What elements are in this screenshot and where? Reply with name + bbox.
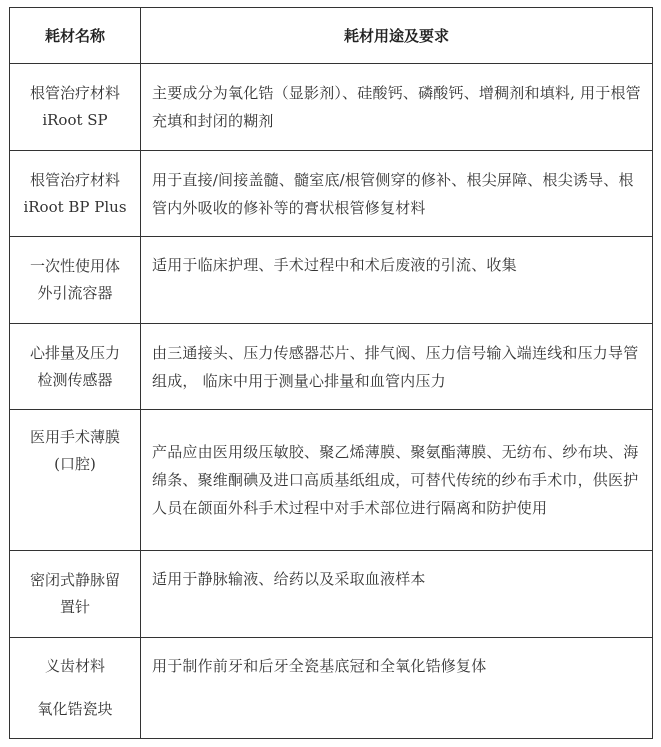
row-name-cell bbox=[10, 410, 141, 551]
table-row bbox=[10, 638, 653, 739]
row-desc-cell: 用于直接/间接盖髓、髓室底/根管侧穿的修补、根尖屏障、根尖诱导、根管内外吸收的修补等的膏状根管修复材料 bbox=[141, 151, 653, 237]
row-name-line: 一次性使用体 bbox=[29, 257, 120, 275]
row-name-cell bbox=[10, 638, 141, 739]
table-row bbox=[10, 64, 653, 151]
table-row bbox=[10, 151, 653, 237]
row-desc-cell: 由三通接头、压力传感器芯片、排气阀、压力信号输入端连线和压力导管组成， 临床中用于测量心排量和血管内压力 bbox=[141, 324, 653, 410]
row-name-line: 检测传感器 bbox=[37, 370, 113, 389]
table-header-row bbox=[10, 8, 653, 64]
row-name-cell bbox=[10, 151, 141, 237]
table-row bbox=[10, 324, 653, 410]
row-name-line: 置针 bbox=[59, 598, 90, 616]
row-name-line: 密闭式静脉留 bbox=[29, 571, 120, 589]
row-name-line: (口腔) bbox=[54, 455, 96, 473]
header-name: 耗材名称 bbox=[10, 8, 141, 64]
consumables-table-wrapper bbox=[9, 7, 652, 740]
row-name-cell bbox=[10, 237, 141, 324]
row-desc-cell: 用于制作前牙和后牙全瓷基底冠和全氧化锆修复体 bbox=[141, 638, 653, 739]
row-desc-cell: 适用于静脉输液、给药以及采取血液样本 bbox=[141, 551, 653, 638]
row-desc-cell: 主要成分为氧化锆（显影剂）、硅酸钙、磷酸钙、增稠剂和填料, 用于根管充填和封闭的糊剂 bbox=[141, 64, 653, 151]
table-row bbox=[10, 551, 653, 638]
row-name-line: 氧化锆瓷块 bbox=[37, 700, 113, 718]
row-name-line: 根管治疗材料 bbox=[29, 170, 120, 189]
row-name-line: 心排量及压力 bbox=[29, 343, 120, 362]
table-row bbox=[10, 410, 653, 551]
row-name-cell bbox=[10, 324, 141, 410]
row-desc-cell: 适用于临床护理、手术过程中和术后废液的引流、收集 bbox=[141, 237, 653, 324]
row-name-line: iRoot SP bbox=[42, 111, 108, 129]
table-row bbox=[10, 237, 653, 324]
row-name-line: 外引流容器 bbox=[37, 284, 113, 302]
row-name-line: iRoot BP Plus bbox=[23, 197, 127, 216]
row-desc-cell: 产品应由医用级压敏胶、聚乙烯薄膜、聚氨酯薄膜、无纺布、纱布块、海绵条、聚维酮碘及进口高质基纸组成，可替代传统的纱布手术巾，供医护人员在颌面外科手术过程中对手术部位进行隔离和防护使用 bbox=[141, 410, 653, 551]
header-usage: 耗材用途及要求 bbox=[141, 8, 653, 64]
consumables-table bbox=[9, 7, 653, 739]
row-name-line: 义齿材料 bbox=[44, 657, 105, 675]
row-name-cell bbox=[10, 64, 141, 151]
row-name-cell bbox=[10, 551, 141, 638]
row-name-line: 根管治疗材料 bbox=[29, 84, 120, 102]
row-name-line: 医用手术薄膜 bbox=[29, 428, 120, 446]
